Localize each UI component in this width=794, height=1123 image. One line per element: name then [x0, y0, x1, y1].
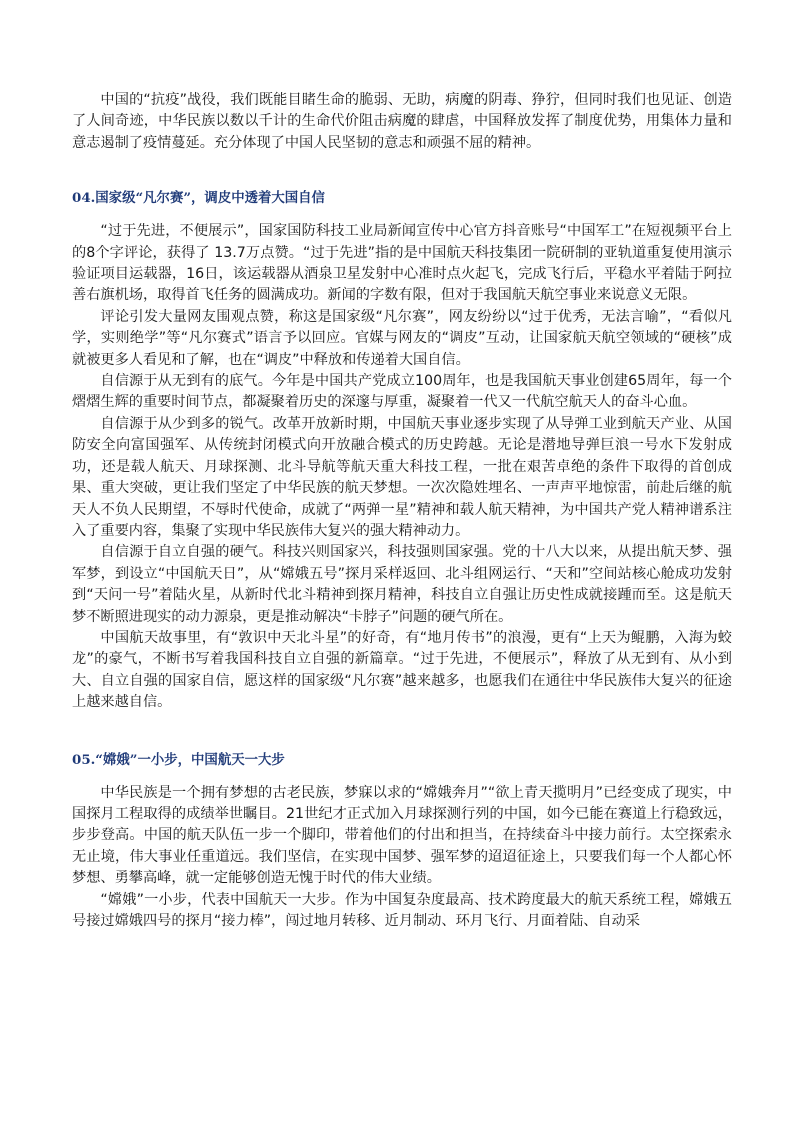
section-04-paragraph: 评论引发大量网友围观点赞，称这是国家级“凡尔赛”，网友纷纷以“过于优秀，无法言喻”，“看似凡学，实则绝学”等“凡尔赛式”语言予以回应。官媒与网友的“调皮”互动，让国家航天航空领域的“硬核”成就被更多人看见和了解，也在“调皮”中释放和传递着大国自信。 — [72, 308, 732, 368]
section-05-heading: 05.“嫦娥”一小步，中国航天一大步 — [72, 751, 285, 768]
intro-paragraph: 中国的“抗疫”战役，我们既能目睹生命的脆弱、无助，病魔的阴毒、狰狞，但同时我们也见证、创造了人间奇迹，中华民族以数以千计的生命代价阻击病魔的肆虐，中国释放发挥了制度优势，用集体力量和意志遏制了疫情蔓延。充分体现了中国人民坚韧的意志和顽强不屈的精神。 — [72, 92, 732, 151]
section-04-paragraph: 中国航天故事里，有“敦识中天北斗星”的好奇，有“地月传书”的浪漫，更有“上天为鲲鹏，入海为蛟龙”的豪气，不断书写着我国科技自立自强的新篇章。“过于先进，不便展示”，释放了从无到有、从小到大、自立自强的国家自信，愿这样的国家级“凡尔赛”越来越多，也愿我们在通往中华民族伟大复兴的征途上越来越自信。 — [72, 629, 732, 711]
section-04-heading: 04.国家级“凡尔赛”，调皮中透着大国自信 — [72, 190, 325, 207]
section-04-paragraph: 自信源于从无到有的底气。今年是中国共产党成立100周年，也是我国航天事业创建65周年，每一个熠熠生辉的重要时间节点，都凝聚着历史的深邃与厚重，凝聚着一代又一代航空航天人的奋斗心血。 — [72, 373, 732, 411]
section-04-paragraph: 自信源于从少到多的锐气。改革开放新时期，中国航天事业逐步实现了从导弹工业到航天产业、从国防安全向富国强军、从传统封闭模式向开放融合模式的历史跨越。无论是潜地导弹巨浪一号水下发射成功，还是载人航天、月球探测、北斗导航等航天重大科技工程，一批在艰苦卓绝的条件下取得的首创成果、重大突破，更让我们坚定了中华民族的航天梦想。一次次隐姓埋名、一声声平地惊雷，前赴后继的航天人不负人民期望，不辱时代使命，成就了“两弹一星”精神和载人航天精神，为中国共产党人精神谱系注入了重要内容，集聚了实现中华民族伟大复兴的强大精神动力。 — [72, 415, 732, 539]
section-05-paragraph: “嫦娥”一小步，代表中国航天一大步。作为中国复杂度最高、技术跨度最大的航天系统工程，嫦娥五号接过嫦娥四号的探月“接力棒”，闯过地月转移、近月制动、环月飞行、月面着陆、自动采 — [72, 891, 732, 929]
section-05-paragraph: 中华民族是一个拥有梦想的古老民族，梦寐以求的“嫦娥奔月”“欲上青天揽明月”已经变成了现实，中国探月工程取得的成绩举世瞩目。21世纪才正式加入月球探测行列的中国，如今已能在赛道上行稳致远，步步登高。中国的航天队伍一步一个脚印，带着他们的付出和担当，在持续奋斗中接力前行。太空探索永无止境，伟大事业任重道远。我们坚信，在实现中国梦、强军梦的迢迢征途上，只要我们每一个人都心怀梦想、勇攀高峰，就一定能够创造无愧于时代的伟大业绩。 — [72, 784, 732, 887]
section-04-paragraph: “过于先进，不便展示”，国家国防科技工业局新闻宣传中心官方抖音账号“中国军工”在短视频平台上的8个字评论，获得了 13.7万点赞。“过于先进”指的是中国航天科技集团一院研制的亚轨道重复使用演示验证项目运载器，16日，该运载器从酒泉卫星发射中心准时点火起飞，完成飞行后，平稳水平着陆于阿拉善右旗机场，取得首飞任务的圆满成功。新闻的字数有限，但对于我国航天航空事业来说意义无限。 — [72, 223, 732, 304]
document-body — [72, 90, 732, 932]
section-04-paragraph: 自信源于自立自强的硬气。科技兴则国家兴，科技强则国家强。党的十八大以来，从提出航天梦、强军梦，到设立“中国航天日”，从“嫦娥五号”探月采样返回、北斗组网运行、“天和”空间站核心舱成功发射到“天问一号”着陆火星，从新时代北斗精神到探月精神，科技自立自强让历史性成就接踵而至。这是航天梦不断照进现实的动力源泉，更是推动解决“卡脖子”问题的硬气所在。 — [72, 544, 732, 625]
